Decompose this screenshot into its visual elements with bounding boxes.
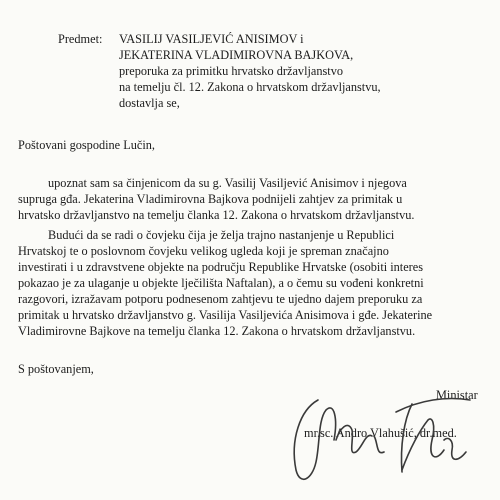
salutation: Poštovani gospodine Lučin, xyxy=(18,138,155,152)
signature-title: Ministar xyxy=(436,388,478,402)
paragraph2-line-5: razgovori, izražavam potporu podnesenom zahtjevu te ujedno dajem preporuku za xyxy=(18,292,423,306)
subject-line-3: preporuka za primitku hrvatsko državljanstvo xyxy=(119,64,344,78)
paragraph2-line-6: primitak u hrvatsko državljanstvo g. Vasilija Vasiljevića Anisimova i gđe. Jekaterine xyxy=(18,308,433,322)
subject-line-2: JEKATERINA VLADIMIROVNA BAJKOVA, xyxy=(119,48,354,62)
paragraph2-line-4: pokazao je za ulaganje u objekte lječilišta Naftalan), a o čemu su vođeni konkretni xyxy=(18,276,424,290)
paragraph2-line-3: investirati i u zdravstvene objekte na području Republike Hrvatske (osobiti interes xyxy=(18,260,424,274)
subject-line-4: na temelju čl. 12. Zakona o hrvatskom državljanstvu, xyxy=(119,80,381,94)
closing: S poštovanjem, xyxy=(18,362,94,376)
subject-line-5: dostavlja se, xyxy=(119,96,180,110)
paragraph2-line-2: Hrvatskoj te o poslovnom čovjeku velikog ugleda koji je spreman značajno xyxy=(18,244,389,258)
paragraph1-line-3: hrvatsko državljanstvo na temelju članka 12. Zakona o hrvatskom državljanstvu. xyxy=(18,208,415,222)
paragraph2-line-1: Budući da se radi o čovjeku čija je želja trajno nastanjenje u Republici xyxy=(48,228,395,242)
paragraph1-line-2: supruga gđa. Jekaterina Vladimirovna Bajkova podnijeli zahtjev za primitak u xyxy=(18,192,403,206)
subject-label: Predmet: xyxy=(58,32,103,46)
paragraph1-line-1: upoznat sam sa činjenicom da su g. Vasilij Vasiljević Anisimov i njegova xyxy=(48,176,407,190)
subject-line-1: VASILIJ VASILJEVIĆ ANISIMOV i xyxy=(119,32,304,46)
paragraph2-line-7: Vladimirovne Bajkove na temelju članka 12. Zakona o hrvatskom državljanstvu. xyxy=(18,324,416,338)
signature-name: mr.sc. Andro Vlahušić, dr.med. xyxy=(304,426,457,440)
